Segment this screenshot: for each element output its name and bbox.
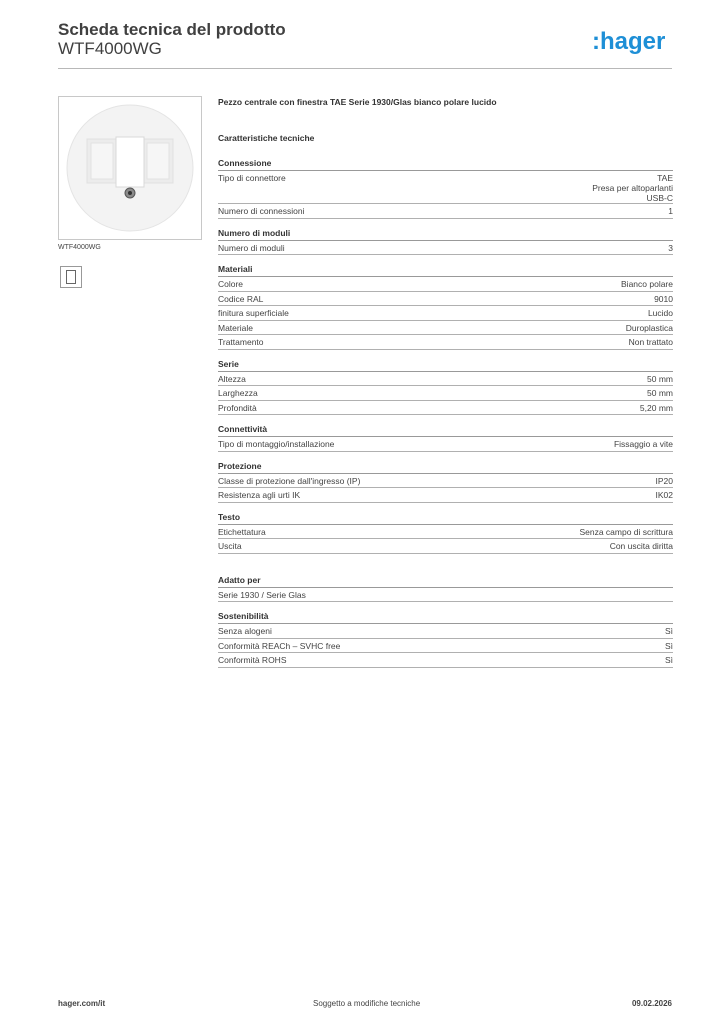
footer-website[interactable]: hager.com/it (58, 999, 106, 1008)
spec-value-line: Presa per altoparlanti (592, 183, 673, 193)
spec-sections (218, 157, 673, 668)
spec-row (218, 306, 673, 321)
spec-label: Trattamento (218, 337, 264, 347)
spec-row (218, 241, 673, 256)
section-title: Serie (218, 358, 673, 372)
spec-row (218, 321, 673, 336)
spec-label: Larghezza (218, 388, 258, 398)
spec-row (218, 624, 673, 639)
spec-row (218, 386, 673, 401)
spec-row (218, 539, 673, 554)
logo-text: :hager (592, 28, 666, 55)
spec-section (218, 423, 673, 452)
section-title: Testo (218, 511, 673, 525)
spec-row (218, 588, 673, 603)
section-title: Adatto per (218, 574, 673, 588)
spec-label: Numero di moduli (218, 242, 285, 253)
spec-value-line: 50 mm (647, 388, 673, 398)
spec-row (218, 171, 673, 204)
spec-row (218, 437, 673, 452)
image-caption: WTF4000WG (58, 244, 101, 251)
spec-value-line: Con uscita diritta (609, 541, 673, 551)
spec-value (610, 541, 673, 553)
spec-section (218, 610, 673, 668)
spec-value-line: Fissaggio a vite (613, 439, 673, 449)
spec-value (629, 337, 673, 349)
spec-value-line: Sì (664, 626, 673, 636)
spec-row (218, 474, 673, 489)
spec-value (592, 173, 673, 203)
spec-value-line: 5,20 mm (639, 402, 673, 413)
spec-value-line: 3 (668, 242, 673, 253)
characteristics-heading: Caratteristiche tecniche (218, 133, 315, 143)
spec-label: Senza alogeni (218, 626, 272, 636)
spec-row (218, 401, 673, 416)
spec-section (218, 574, 673, 603)
spec-section (218, 358, 673, 416)
spec-value (668, 243, 673, 255)
spec-label: Numero di connessioni (218, 206, 305, 216)
spec-row (218, 653, 673, 668)
spec-value (656, 490, 674, 502)
spec-value (668, 206, 673, 218)
spec-value-line: Sì (664, 655, 673, 665)
spec-value-line: Duroplastica (625, 322, 673, 333)
spec-label: Profondità (218, 402, 257, 413)
spec-section (218, 511, 673, 554)
product-image (58, 96, 202, 240)
spec-value (614, 439, 673, 451)
footer-note: Soggetto a modifiche tecniche (313, 999, 421, 1008)
spec-value (621, 279, 673, 291)
spec-value-line: Sì (664, 640, 673, 651)
spec-label: finitura superficiale (218, 308, 289, 318)
footer-date: 09.02.2026 (631, 999, 672, 1008)
spec-value (656, 476, 674, 488)
spec-label: Codice RAL (218, 293, 264, 304)
spec-value-line: USB-C (646, 193, 673, 203)
spec-label: Materiale (218, 322, 253, 333)
spec-value-line: Lucido (647, 308, 673, 318)
hager-logo (592, 28, 674, 56)
header-divider (58, 68, 672, 69)
spec-value (647, 388, 673, 400)
spec-content (218, 95, 673, 668)
product-thumbnail[interactable] (60, 266, 82, 288)
spec-row (218, 204, 673, 219)
section-title: Numero di moduli (218, 227, 673, 241)
spec-value-line: IK02 (655, 490, 673, 500)
spec-value-line: Bianco polare (621, 279, 673, 289)
spec-value-line: 50 mm (647, 373, 673, 384)
spec-value (647, 374, 673, 386)
spec-row (218, 372, 673, 387)
spec-label: Uscita (218, 541, 242, 551)
page-title: Scheda tecnica del prodotto (58, 20, 286, 39)
spec-value-line: Senza campo di scrittura (579, 526, 673, 537)
section-title: Materiali (218, 263, 673, 277)
spec-section (218, 460, 673, 503)
spec-value (665, 626, 673, 638)
spec-row (218, 525, 673, 540)
spec-label: Tipo di montaggio/installazione (218, 439, 335, 449)
section-title: Connessione (218, 157, 673, 171)
spec-label: Tipo di connettore (218, 173, 286, 183)
spec-value (626, 323, 673, 335)
product-code: WTF4000WG (58, 39, 162, 58)
spec-value-line: 1 (668, 206, 673, 216)
spec-value-line: 9010 (654, 293, 673, 304)
spec-row (218, 335, 673, 350)
spec-row (218, 277, 673, 292)
section-title: Connettività (218, 423, 673, 437)
spec-row (218, 488, 673, 503)
spec-label: Conformità REACh – SVHC free (218, 640, 341, 651)
spec-value (648, 308, 673, 320)
product-description: Pezzo centrale con finestra TAE Serie 1930/Glas bianco polare lucido (218, 97, 497, 107)
spec-value-line: Non trattato (628, 337, 673, 347)
section-title: Sostenibilità (218, 610, 673, 624)
spec-section (218, 157, 673, 219)
spec-label: Resistenza agli urti IK (218, 490, 301, 500)
spec-value-line: IP20 (655, 475, 673, 486)
spec-value-line: TAE (657, 173, 673, 183)
spec-section (218, 227, 673, 256)
spec-label: Etichettatura (218, 526, 266, 537)
spec-label: Altezza (218, 373, 246, 384)
spec-section (218, 263, 673, 350)
spec-row (218, 639, 673, 654)
spec-label: Conformità ROHS (218, 655, 287, 665)
section-title: Protezione (218, 460, 673, 474)
spec-value (665, 641, 673, 653)
spec-row (218, 292, 673, 307)
spec-value (640, 403, 673, 415)
spec-label: Serie 1930 / Serie Glas (218, 589, 306, 600)
spec-label: Classe di protezione dall'ingresso (IP) (218, 475, 361, 486)
spec-label: Colore (218, 279, 244, 289)
spec-value (654, 294, 673, 306)
spec-value (579, 527, 673, 539)
spec-value (665, 655, 673, 667)
